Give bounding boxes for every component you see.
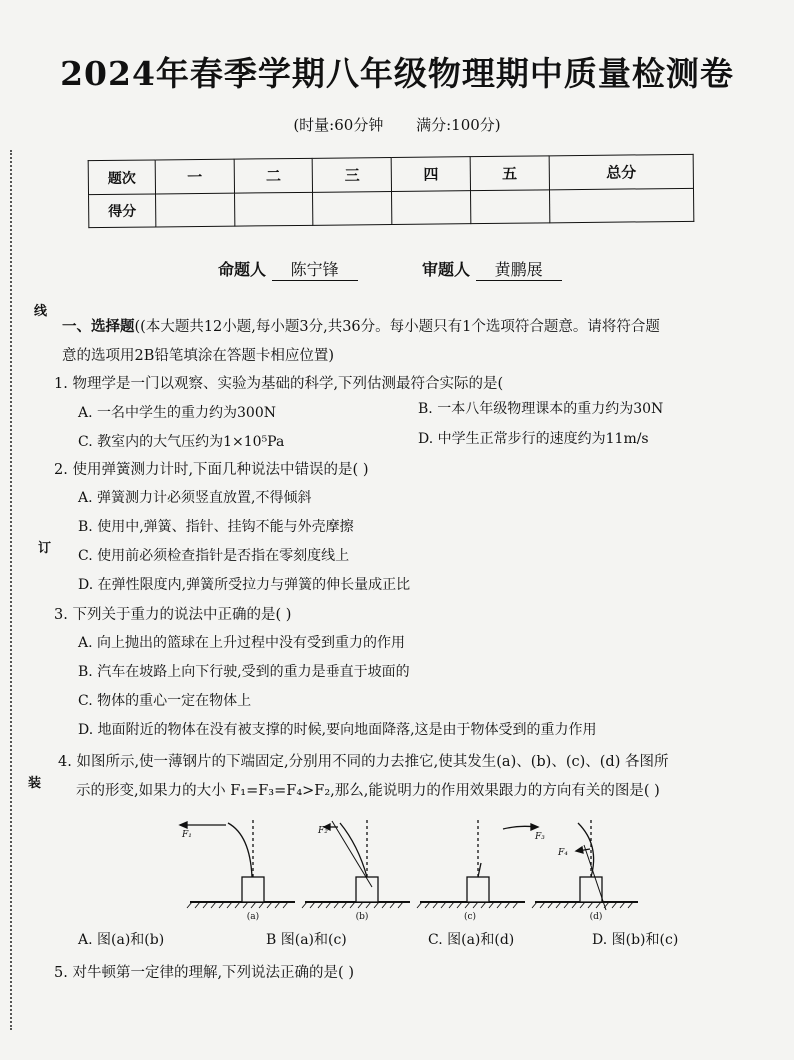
score-cell: 题次 [88,160,155,195]
figure-label-a: (a) [246,912,260,921]
question-1-stem: 1. 物理学是一门以观察、实验为基础的科学,下列估测最符合实际的是( [54,376,504,392]
question-2-option-a[interactable]: A. 弹簧测力计必须竖直放置,不得倾斜 [78,490,312,506]
score-cell: 二 [234,158,313,193]
score-cell: 四 [391,157,470,192]
question-4-option-d[interactable]: D. 图(b)和(c) [592,932,679,948]
score-cell: 一 [155,159,234,194]
question-3-option-d[interactable]: D. 地面附近的物体在没有被支撑的时候,要向地面降落,这是由于物体受到的重力作用 [78,722,597,738]
score-cell: 五 [470,156,549,191]
score-table-score-row [89,189,694,228]
author-label: 命题人 [218,260,267,279]
author-name: 陈宁锋 [272,257,358,281]
figure-label-c: (c) [463,912,477,921]
reviewer-name: 黄鹏展 [476,257,562,281]
force-label-f4: F₄ [558,848,568,858]
section-intro-line2: 意的选项用2B铅笔填涂在答题卡相应位置) [62,348,335,364]
section-heading: 一、选择题 [62,318,135,335]
question-1-option-a[interactable]: A. 一名中学生的重力约为300N [78,405,276,421]
question-2-stem: 2. 使用弹簧测力计时,下面几种说法中错误的是( ) [54,462,369,478]
question-4-option-c[interactable]: C. 图(a)和(d) [428,932,515,948]
binding-margin-line [10,150,14,1030]
question-3-option-b[interactable]: B. 汽车在坡路上向下行驶,受到的重力是垂直于坡面的 [78,664,410,680]
exam-subtitle [0,114,794,135]
figure-a [180,817,295,908]
section-intro-line1: ((本大题共12小题,每小题3分,共36分。每小题只有1个选项符合题意。请将符合题 [134,319,660,335]
force-label-f1: F₁ [182,830,192,840]
score-table [88,154,695,228]
score-cell: 总分 [549,154,694,190]
full-score: 满分:100分) [416,116,501,134]
reviewer-line [422,257,562,281]
author-line [218,257,358,281]
question-4-option-b[interactable]: B 图(a)和(c) [266,932,347,948]
question-3-option-a[interactable]: A. 向上抛出的篮球在上升过程中没有受到重力的作用 [78,635,406,651]
question-2-option-d[interactable]: D. 在弹性限度内,弹簧所受拉力与弹簧的伸长量成正比 [78,577,411,593]
score-input-cell[interactable] [470,190,549,224]
figure-d [532,817,638,910]
score-input-cell[interactable] [313,192,392,226]
figure-c [417,817,538,908]
section-1-intro [62,312,762,371]
exam-title: 2024年春季学期八年级物理期中质量检测卷 [60,54,734,93]
margin-char-ding: 订 [38,541,52,556]
time-limit: (时量:60分钟 [293,116,384,134]
figure-label-d: (d) [589,912,603,921]
question-3-stem: 3. 下列关于重力的说法中正确的是( ) [54,607,292,623]
question-4-option-a[interactable]: A. 图(a)和(b) [78,932,165,948]
score-input-cell[interactable] [549,189,694,223]
reviewer-label: 审题人 [422,260,471,279]
force-label-f3: F₃ [535,832,545,842]
score-input-cell[interactable] [234,193,313,227]
margin-char-zhuang: 装 [28,776,42,791]
question-1-option-b[interactable]: B. 一本八年级物理课本的重力约为30N [418,401,664,417]
question-3-option-c[interactable]: C. 物体的重心一定在物体上 [78,693,252,709]
score-input-cell[interactable] [392,191,471,225]
force-label-f2: F₂ [318,826,328,836]
question-1-option-c[interactable]: C. 教室内的大气压约为1×10⁵Pa [78,434,285,450]
score-input-cell[interactable] [156,193,235,227]
figure-label-b: (b) [355,912,369,921]
score-cell: 三 [313,157,392,192]
question-4-stem-line2: 示的形变,如果力的大小 F₁=F₃=F₄>F₂,那么,能说明力的作用效果跟力的方向有关的图是( ) [76,783,660,799]
margin-char-xian: 线 [34,304,48,319]
question-1-option-d[interactable]: D. 中学生正常步行的速度约为11m/s [418,431,649,447]
score-cell: 得分 [89,194,156,227]
question-2-option-b[interactable]: B. 使用中,弹簧、指针、挂钩不能与外壳摩擦 [78,519,354,535]
question-4-stem-line1: 4. 如图所示,使一薄钢片的下端固定,分别用不同的力去推它,使其发生(a)、(b)、(c)、(d) 各图所 [58,754,669,770]
question-2-option-c[interactable]: C. 使用前必须检查指针是否指在零刻度线上 [78,548,350,564]
question-4-figure [160,815,640,921]
question-5-stem: 5. 对牛顿第一定律的理解,下列说法正确的是( ) [54,965,354,981]
